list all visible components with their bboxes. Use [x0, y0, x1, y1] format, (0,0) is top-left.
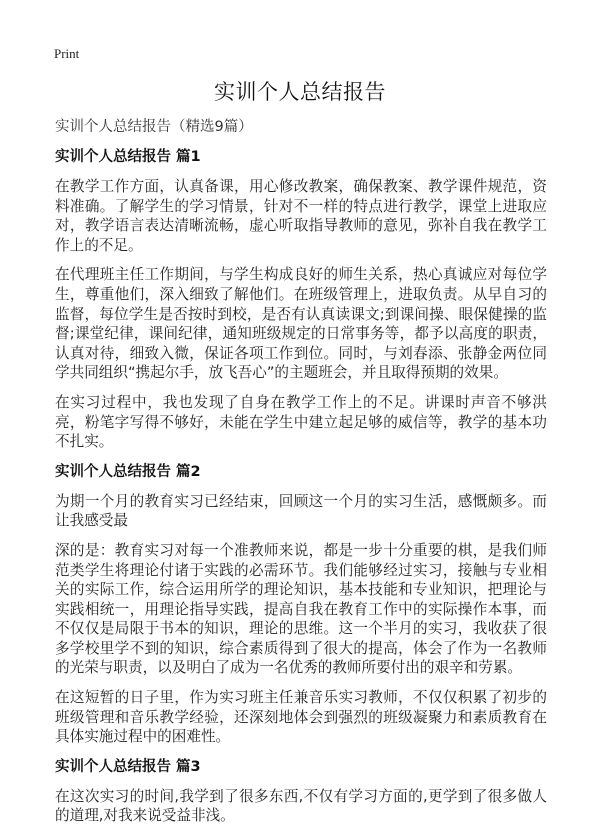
section-heading: 实训个人总结报告 篇2 — [55, 463, 201, 480]
section-1 — [55, 147, 547, 452]
document-body — [55, 117, 547, 836]
paragraph: 在这次实习的时间,我学到了很多东西,不仅有学习方面的,更学到了很多做人的道理,对我来说受益非浅。 — [55, 787, 547, 825]
paragraph: 在代理班主任工作期间，与学生构成良好的师生关系，热心真诚应对每位学生，尊重他们，深入细致了解他们。在班级管理上，进取负责。从早自习的监督，每位学生是否按时到校，是否有认真读课文;到课间操、眼保健操的监督;课堂纪律，课间纪律，通知班级规定的日常事务等，都予以高度的职责，认真对待，细致入微，保证各项工作到位。同时，与刘春添、张静金两位同学共同组织“携起尔手，放飞吾心”的主题班会，并且取得预期的效果。 — [55, 266, 547, 382]
section-3 — [55, 757, 547, 826]
document-subtitle: 实训个人总结报告（精选9篇） — [55, 119, 253, 135]
paragraph: 在实习过程中，我也发现了自身在教学工作上的不足。讲课时声音不够洪亮，粉笔字写得不够好，未能在学生中建立起足够的威信等，教学的基本功不扎实。 — [55, 393, 547, 451]
paragraph: 为期一个月的教育实习已经结束，回顾这一个月的实习生活，感慨颇多。而让我感受最 — [55, 492, 547, 530]
section-2 — [55, 462, 547, 747]
paragraph: 深的是：教育实习对每一个准教师来说，都是一步十分重要的棋，是我们师范类学生将理论付诸于实践的必需环节。我们能够经过实习，接触与专业相关的实际工作，综合运用所学的理论知识，基本技能和专业知识，把理论与实践相统一，用理论指导实践，提高自我在教育工作中的实际操作本事，而不仅仅是局限于书本的知识，理论的思维。这一个半月的实习，我收获了很多学校里学不到的知识，综合素质得到了很大的提高，体会了作为一名教师的光荣与职责，以及明白了成为一名优秀的教师所要付出的艰辛和劳累。 — [55, 541, 547, 677]
document-title: 实训个人总结报告 — [214, 80, 386, 104]
paragraph: 在教学工作方面，认真备课，用心修改教案，确保教案、教学课件规范，资料准确。了解学生的学习情景，针对不一样的特点进行教学，课堂上进取应对，教学语言表达清晰流畅，虚心听取指导教师的意见，弥补自我在教学工作上的不足。 — [55, 178, 547, 254]
print-label[interactable]: Print — [54, 46, 80, 61]
section-heading: 实训个人总结报告 篇1 — [55, 149, 201, 165]
paragraph: 在这短暂的日子里，作为实习班主任兼音乐实习教师，不仅仅积累了初步的班级管理和音乐教学经验，还深刻地体会到强烈的班级凝聚力和素质教育在具体实施过程中的困难性。 — [55, 689, 547, 746]
section-heading: 实训个人总结报告 篇3 — [55, 758, 201, 775]
